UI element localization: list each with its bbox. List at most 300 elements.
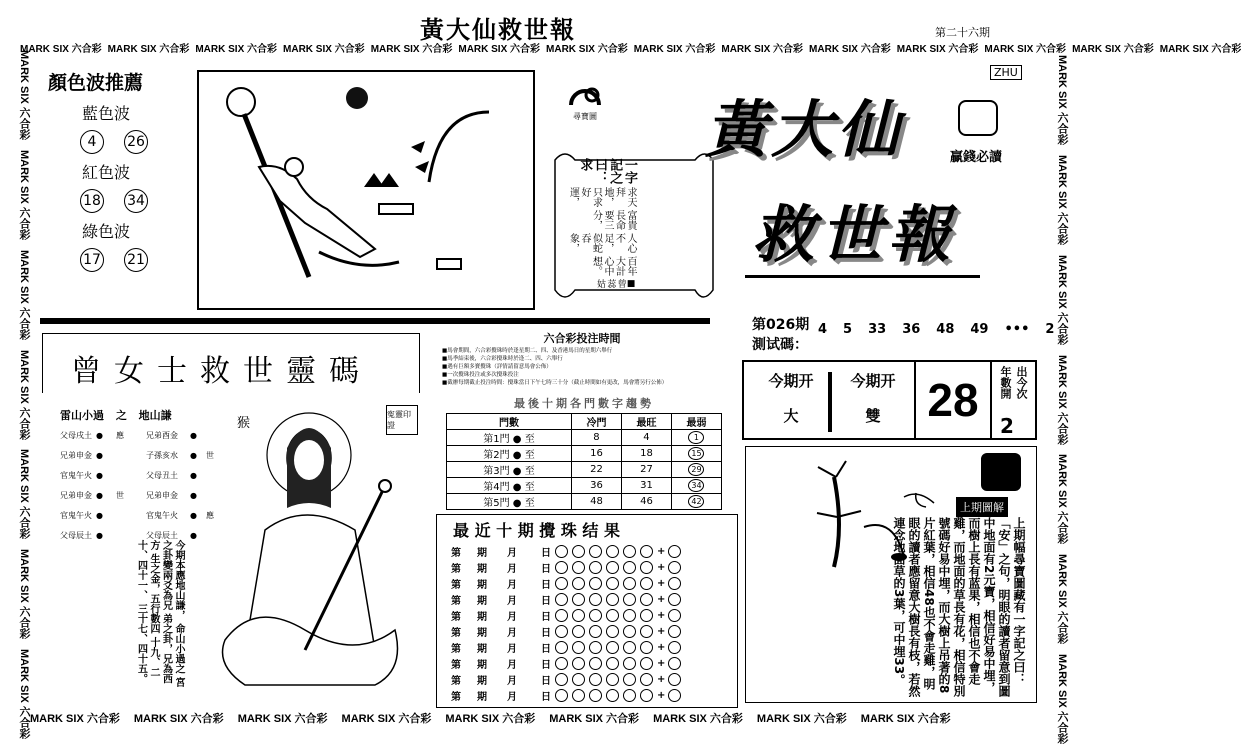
hexagram-cell: 父母辰土 — [146, 530, 178, 540]
gates-cell: 至 — [524, 450, 535, 461]
draw-row-label: 第 — [451, 659, 461, 671]
border-text: MARK SIX 六合彩 — [18, 649, 30, 739]
ball-slot-icon — [555, 545, 568, 558]
hexagram-cell: 父母丑土 — [146, 470, 178, 480]
ball-slot-icon — [589, 561, 602, 574]
gate-dot-icon: ● — [509, 434, 525, 445]
border-text: MARK SIX 六合彩 — [1056, 654, 1068, 744]
draw-row — [451, 607, 737, 623]
gates-cell: 至 — [524, 498, 535, 509]
prophecy-line: 三十七、四十五。 — [135, 603, 147, 684]
border-text: MARK SIX 六合彩 — [809, 44, 891, 55]
ball-slot-icon — [640, 673, 653, 686]
ball-slot-icon — [668, 593, 681, 606]
prophecy-line: 宮之卦變兩爻為兄 — [160, 540, 184, 687]
plus-icon: + — [657, 657, 666, 669]
gates-cell: 至 — [524, 466, 535, 477]
gates-cell: 第5門 — [483, 498, 510, 509]
hexagram-cell: 兄弟申金 — [60, 490, 92, 500]
previous-solution-panel — [745, 446, 1037, 703]
draw-row — [451, 575, 737, 591]
ball-slot-icon — [572, 673, 585, 686]
ball-slot-icon — [640, 641, 653, 654]
hexagram-cell: 官鬼午火 — [60, 510, 92, 520]
border-text: MARK SIX 六合彩 — [633, 44, 716, 55]
ball-slot-icon — [668, 625, 681, 638]
hexagram-cell: ● — [96, 490, 103, 500]
test-code-special: 2 — [1045, 322, 1055, 337]
draw-row-label: 月 — [507, 595, 517, 607]
draw-row-label: 期 — [477, 643, 487, 655]
color-wave-panel — [40, 68, 190, 308]
hexagram-cell: ● — [190, 470, 197, 480]
ball-slot-icon — [668, 561, 681, 574]
prophecy-line: 十九、二十、四十一、 — [135, 540, 159, 677]
ball-slot-icon — [623, 689, 636, 702]
lottery-times-item: ■馬季結束後，六合彩攪珠時於逢二、四、六舉行 — [442, 355, 563, 362]
gates-panel — [446, 395, 722, 509]
seal-stamp: 寃靈印證 — [386, 405, 418, 435]
ball-slot-icon — [555, 609, 568, 622]
treasure-map-icon — [565, 75, 605, 123]
draw-row-label: 月 — [507, 675, 517, 687]
ball-slot-icon — [606, 625, 619, 638]
draw-row — [451, 655, 737, 671]
hexagram-cell: ● — [96, 430, 103, 440]
treasure-map-label: 尋寶圖 — [573, 112, 597, 121]
draw-row-label: 月 — [507, 611, 517, 623]
ball-slot-icon — [668, 545, 681, 558]
ball-slot-icon — [606, 689, 619, 702]
page-title: 黃大仙救世報 — [420, 17, 576, 44]
gates-cell: 42 — [688, 495, 704, 508]
border-text: MARK SIX 六合彩 — [721, 44, 804, 55]
draw-row — [451, 559, 737, 575]
gates-cell: 48 — [590, 496, 603, 507]
gates-title: 最後十期各門數字趨勢 — [514, 397, 654, 410]
test-code-number: 5 — [843, 322, 853, 337]
draw-row-label: 期 — [477, 595, 487, 607]
ball-slot-icon — [606, 657, 619, 670]
ball-slot-icon — [589, 641, 602, 654]
draw-row — [451, 623, 737, 639]
gates-cell: 31 — [640, 480, 653, 491]
ball-slot-icon — [623, 625, 636, 638]
times-number: 2 — [1000, 414, 1014, 438]
gates-cell: 22 — [590, 464, 603, 475]
draw-row-label: 期 — [477, 547, 487, 559]
tile-size — [842, 370, 904, 426]
lottery-times-title: 六合彩投注時間 — [543, 332, 621, 345]
ball-slot-icon — [555, 593, 568, 606]
ball-slot-icon — [606, 609, 619, 622]
gates-cell: 第2門 — [483, 450, 510, 461]
zodiac-char: 猴 — [237, 416, 251, 431]
wave-ball: 21 — [124, 248, 148, 272]
solution-title: 上期圖解 — [956, 497, 1008, 517]
prophecy-text — [88, 540, 184, 690]
wave-label-red: 紅色波 — [82, 163, 131, 182]
border-text: MARK SIX 六合彩 — [653, 713, 743, 725]
gates-cell: 至 — [524, 434, 535, 445]
draw-row-label: 第 — [451, 563, 461, 575]
draw-row-label: 日 — [541, 611, 551, 623]
gates-row — [447, 494, 722, 510]
border-text: MARK SIX 六合彩 — [1056, 55, 1068, 145]
border-text: MARK SIX 六合彩 — [984, 44, 1067, 55]
border-text: MARK SIX 六合彩 — [1056, 554, 1068, 645]
gates-cell: 34 — [688, 479, 704, 492]
times-label: 出今次年數開 — [999, 366, 1028, 399]
wave-ball: 17 — [80, 248, 104, 272]
hexagram-cell: 父母戌土 — [60, 430, 92, 440]
left-border-strip — [10, 50, 32, 739]
plus-icon: + — [657, 609, 666, 621]
issue-label: 第二十六期 — [935, 26, 990, 39]
ball-slot-icon — [668, 641, 681, 654]
proverb-line: 人心不足，似蛇吞象， — [567, 233, 636, 253]
draw-row-label: 日 — [541, 691, 551, 703]
draw-row-label: 第 — [451, 595, 461, 607]
draw-row-label: 期 — [477, 563, 487, 575]
wave-label-green: 綠色波 — [82, 222, 131, 241]
proverb-line: 求天拜地，只求好運， — [567, 187, 636, 207]
border-text: MARK SIX 六合彩 — [458, 44, 541, 55]
treasure-picture — [197, 70, 535, 310]
test-code-number: 48 — [936, 322, 955, 337]
proverb-scroll — [545, 140, 715, 310]
lottery-times-item: ■馬會期間，六合彩攪珠時於逢星期二、四、及香港馬日的星期六舉行 — [442, 348, 613, 354]
ball-slot-icon — [668, 657, 681, 670]
gate-dot-icon: ● — [509, 498, 525, 509]
gates-cell: 第4門 — [483, 482, 510, 493]
gate-dot-icon: ● — [509, 450, 525, 461]
draw-row — [451, 671, 737, 687]
ball-slot-icon — [572, 609, 585, 622]
lottery-times-item: ■一次攪珠投注或多次攪珠投注 — [442, 371, 519, 378]
border-text: MARK SIX 六合彩 — [237, 713, 328, 725]
masthead-icon — [958, 100, 998, 136]
ball-slot-icon — [589, 545, 602, 558]
hexagram-cell: ● — [190, 510, 197, 520]
solution-icon — [981, 453, 1021, 491]
border-text: MARK SIX 六合彩 — [18, 349, 30, 440]
border-text: MARK SIX 六合彩 — [133, 713, 224, 725]
ball-slot-icon — [555, 577, 568, 590]
gates-row — [447, 430, 722, 446]
draw-row-label: 期 — [477, 627, 487, 639]
ball-slot-icon — [589, 609, 602, 622]
draw-row-label: 日 — [541, 579, 551, 591]
ball-slot-icon — [640, 577, 653, 590]
issue-number-label: 第026期 — [752, 317, 810, 333]
test-code-dots: ••• — [1004, 322, 1030, 337]
prophecy-line: 弟之卦，兄為西方 — [148, 540, 172, 684]
proverb-main: 一字記之曰：求 — [577, 158, 637, 184]
hexagram-heading: 雷山小過 之 地山謙 — [60, 409, 172, 422]
draw-row — [451, 639, 737, 655]
goddess-figure — [205, 400, 420, 705]
treasure-illustration — [199, 72, 533, 308]
lottery-times-panel — [442, 330, 722, 388]
gates-cell: 4 — [643, 432, 650, 443]
draw-row-label: 月 — [507, 659, 517, 671]
ball-slot-icon — [589, 593, 602, 606]
gates-row — [447, 462, 722, 478]
hexagram-cell: ● — [190, 530, 197, 540]
wave-label-blue: 藍色波 — [82, 104, 131, 123]
border-text: MARK SIX 六合彩 — [1056, 454, 1068, 545]
border-text: MARK SIX 六合彩 — [756, 713, 847, 725]
hexagram-cell: ● — [96, 530, 103, 540]
ball-slot-icon — [572, 689, 585, 702]
border-text: MARK SIX 六合彩 — [370, 44, 453, 55]
color-wave-heading: 顏色波推薦 — [48, 72, 144, 94]
draw-row-label: 期 — [477, 611, 487, 623]
ball-slot-icon — [572, 577, 585, 590]
prediction-tiles — [742, 360, 1037, 440]
draw-row-label: 日 — [541, 659, 551, 671]
draw-row-label: 日 — [541, 643, 551, 655]
draw-row-label: 日 — [541, 627, 551, 639]
border-text: MARK SIX 六合彩 — [896, 44, 979, 55]
draw-row-label: 第 — [451, 579, 461, 591]
border-text: MARK SIX 六合彩 — [549, 713, 640, 725]
draw-row-label: 月 — [507, 563, 517, 575]
ball-slot-icon — [668, 577, 681, 590]
border-text: MARK SIX 六合彩 — [445, 713, 536, 725]
border-text: MARK SIX 六合彩 — [18, 149, 30, 240]
ball-slot-icon — [640, 561, 653, 574]
big-number: 28 — [927, 374, 979, 426]
draw-row-label: 第 — [451, 643, 461, 655]
ball-slot-icon — [572, 625, 585, 638]
draw-row-label: 月 — [507, 579, 517, 591]
ball-slot-icon — [555, 657, 568, 670]
prophecy-line: 今期本應地山謙， — [173, 540, 184, 620]
plus-icon: + — [657, 689, 666, 701]
main-divider — [40, 318, 710, 324]
ball-slot-icon — [623, 609, 636, 622]
border-text: MARK SIX 六合彩 — [30, 713, 120, 725]
draw-row-label: 期 — [477, 691, 487, 703]
ball-slot-icon — [623, 561, 636, 574]
ball-slot-icon — [572, 593, 585, 606]
draw-row-label: 月 — [507, 643, 517, 655]
hexagram-cell: 兄弟申金 — [146, 490, 178, 500]
tile-size-label: 今期开 — [850, 372, 896, 390]
hexagram-cell: ● — [190, 450, 197, 460]
gates-cell: 29 — [688, 463, 704, 476]
border-text: MARK SIX 六合彩 — [18, 50, 30, 140]
draw-row-label: 第 — [451, 627, 461, 639]
gates-cell: 46 — [640, 496, 653, 507]
ball-slot-icon — [555, 673, 568, 686]
hexagram-cell: 官鬼午火 — [146, 510, 178, 520]
draw-row-label: 期 — [477, 659, 487, 671]
ball-slot-icon — [555, 689, 568, 702]
border-text: MARK SIX 六合彩 — [1159, 44, 1241, 55]
plus-icon: + — [657, 673, 666, 685]
test-code-number: 36 — [902, 322, 921, 337]
test-code-number: 33 — [868, 322, 887, 337]
ball-slot-icon — [572, 561, 585, 574]
hexagram-cell: 兄弟申金 — [60, 450, 92, 460]
draw-row-label: 第 — [451, 691, 461, 703]
border-text: MARK SIX 六合彩 — [546, 44, 628, 55]
gates-header: 門數 — [447, 414, 572, 430]
test-code-label: 測试碼： — [752, 337, 808, 353]
hexagram-cell: 兄弟酉金 — [146, 430, 178, 440]
gates-cell: 27 — [640, 464, 653, 475]
draw-results-panel — [436, 514, 738, 708]
border-text: MARK SIX 六合彩 — [18, 249, 30, 340]
border-text: MARK SIX 六合彩 — [20, 44, 102, 55]
plus-icon: + — [657, 561, 666, 573]
plus-icon: + — [657, 641, 666, 653]
hexagram-cell: 官鬼午火 — [60, 470, 92, 480]
hexagram-cell: 世 — [206, 450, 214, 460]
gates-header: 最旺 — [621, 414, 671, 430]
draw-row-label: 日 — [541, 595, 551, 607]
hexagram-cell: 應 — [116, 430, 124, 440]
ball-slot-icon — [606, 641, 619, 654]
plus-icon: + — [657, 577, 666, 589]
gates-row — [447, 478, 722, 494]
masthead-slogan: 贏錢必讀 — [950, 150, 1003, 165]
plus-icon: + — [657, 625, 666, 637]
ball-slot-icon — [589, 689, 602, 702]
prophecy-line: 生之金，五行數四 — [148, 553, 159, 634]
ball-slot-icon — [623, 545, 636, 558]
draw-row-label: 日 — [541, 675, 551, 687]
gates-cell: 第3門 — [483, 466, 510, 477]
gates-row — [447, 446, 722, 462]
test-code-number: 49 — [970, 322, 989, 337]
ball-slot-icon — [606, 561, 619, 574]
masthead-rule — [745, 275, 980, 278]
wave-ball: 18 — [80, 189, 104, 213]
ball-slot-icon — [555, 625, 568, 638]
draw-row-label: 日 — [541, 563, 551, 575]
gates-cell: 1 — [688, 431, 704, 444]
tile-parity — [756, 370, 826, 426]
right-border-strip — [1048, 55, 1070, 744]
ball-slot-icon — [640, 609, 653, 622]
ball-slot-icon — [668, 673, 681, 686]
ball-slot-icon — [668, 689, 681, 702]
draw-row-label: 月 — [507, 627, 517, 639]
masthead-badge: ZHU — [990, 65, 1022, 80]
hexagram-cell: ● — [96, 510, 103, 520]
tile-size-value: 雙 — [865, 407, 881, 425]
bottom-border-strip — [30, 710, 1070, 730]
hexagram-cell: 父母辰土 — [60, 530, 92, 540]
prophecy-line: 命山小過之 — [173, 623, 184, 674]
lottery-times-item: ■遇有巨額多寶攪珠（詳情請留意馬會公佈） — [442, 363, 552, 370]
ball-slot-icon — [606, 545, 619, 558]
lottery-times-item: ■截辦每期截止投注時間：攪珠當日下午七時三十分（截止時間如有更改，馬會將另行公佈） — [442, 379, 668, 386]
hexagram-cell: ● — [190, 490, 197, 500]
plus-icon: + — [657, 545, 666, 557]
plus-icon: + — [657, 593, 666, 605]
ball-slot-icon — [572, 545, 585, 558]
draw-row — [451, 591, 737, 607]
gates-cell: 第1門 — [483, 434, 510, 445]
gates-cell: 至 — [524, 482, 535, 493]
gates-cell: 15 — [688, 447, 704, 460]
ball-slot-icon — [640, 689, 653, 702]
border-text: MARK SIX 六合彩 — [860, 713, 951, 725]
draw-row-label: 日 — [541, 547, 551, 559]
gates-cell: 18 — [640, 448, 653, 459]
border-text: MARK SIX 六合彩 — [18, 449, 30, 540]
hexagram-cell: ● — [96, 470, 103, 480]
proverb-author: ■曾蕊姑 — [594, 279, 636, 289]
ball-slot-icon — [623, 673, 636, 686]
border-text: MARK SIX 六合彩 — [18, 549, 30, 640]
hexagram-cell: 應 — [206, 510, 214, 520]
wave-ball: 4 — [80, 130, 104, 154]
ball-slot-icon — [640, 593, 653, 606]
tile-parity-value: 大 — [783, 407, 799, 425]
hexagram-cell: 子孫亥水 — [146, 450, 178, 460]
draw-row-label: 月 — [507, 691, 517, 703]
ball-slot-icon — [589, 657, 602, 670]
hexagram-cell: ● — [96, 450, 103, 460]
ball-slot-icon — [606, 593, 619, 606]
draw-row-label: 期 — [477, 579, 487, 591]
ball-slot-icon — [572, 641, 585, 654]
border-text: MARK SIX 六合彩 — [1056, 254, 1068, 345]
ball-slot-icon — [589, 625, 602, 638]
gates-cell: 36 — [590, 480, 603, 491]
border-text: MARK SIX 六合彩 — [195, 44, 278, 55]
draw-row-label: 第 — [451, 675, 461, 687]
gates-header: 冷門 — [571, 414, 621, 430]
border-text: MARK SIX 六合彩 — [341, 713, 432, 725]
magic-code-title: 曾女士救世靈碼 — [71, 354, 372, 389]
ball-slot-icon — [623, 577, 636, 590]
gates-header: 最弱 — [671, 414, 721, 430]
border-text: MARK SIX 六合彩 — [283, 44, 365, 55]
ball-slot-icon — [668, 609, 681, 622]
wave-ball: 34 — [124, 189, 148, 213]
ball-slot-icon — [640, 545, 653, 558]
masthead-logo-primary: 黃大仙 — [705, 96, 904, 165]
ball-slot-icon — [589, 673, 602, 686]
solution-text: 上期幅尋寶圖藏有一字記之曰：「安」之句，明眼的讀者留意到圖中地面有2元寶，相信好易中埋，而樹上長有蓝果，相信也不會走雞，而地面的草長有花，相信特別號碼好易中埋，而大樹上吊著的8片紅葉，相信48也不會走雞，明眼的讀者應留意大樹長有枝，若然連念地面草的3葉，可中埋33。 — [892, 517, 1026, 697]
ball-slot-icon — [606, 577, 619, 590]
ball-slot-icon — [589, 577, 602, 590]
proverb-line: 百年大計心中想。 — [590, 256, 636, 276]
ball-slot-icon — [623, 593, 636, 606]
test-code-number: 4 — [818, 322, 828, 337]
draw-row-label: 期 — [477, 675, 487, 687]
gates-cell: 16 — [590, 448, 603, 459]
ball-slot-icon — [555, 641, 568, 654]
draw-row — [451, 687, 737, 703]
big-number-box — [914, 362, 992, 438]
gate-dot-icon: ● — [509, 482, 525, 493]
tile-parity-label: 今期开 — [768, 372, 814, 390]
ball-slot-icon — [555, 561, 568, 574]
masthead-logo-secondary: 救世報 — [752, 201, 957, 270]
top-border-strip — [20, 40, 1241, 55]
test-code-panel — [752, 314, 1055, 353]
draw-row-label: 第 — [451, 611, 461, 623]
ball-slot-icon — [640, 625, 653, 638]
